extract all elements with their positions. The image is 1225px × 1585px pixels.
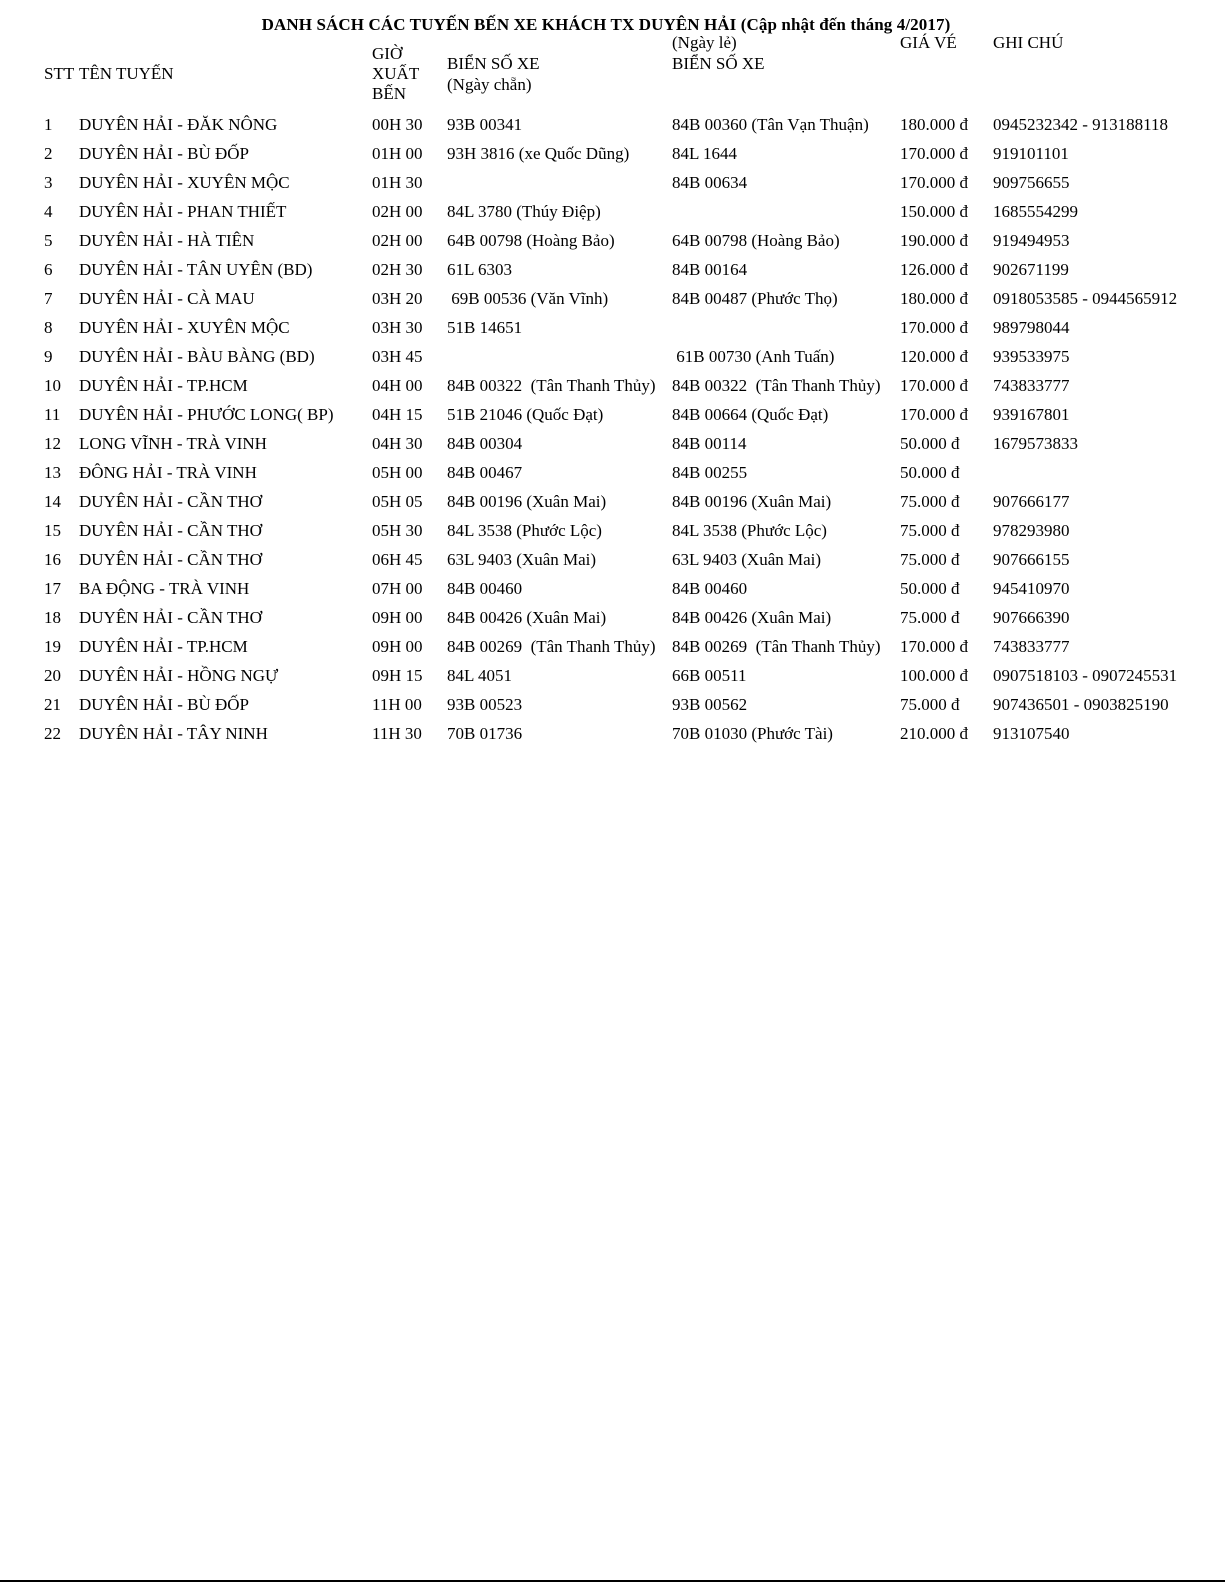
row-odd-plate: 84B 00322 (Tân Thanh Thủy): [672, 376, 881, 395]
row-price: 75.000 đ: [900, 492, 960, 511]
row-time: 11H 30: [372, 724, 422, 743]
row-even-plate: 63L 9403 (Xuân Mai): [447, 550, 597, 569]
row-price: 170.000 đ: [900, 173, 968, 192]
row-odd-plate: 84B 00426 (Xuân Mai): [672, 608, 832, 627]
row-even-plate: 61L 6303: [447, 260, 513, 279]
row-stt: 3: [44, 173, 53, 192]
row-contact: 0907518103 - 0907245531: [993, 666, 1178, 685]
row-time: 05H 30: [372, 521, 423, 540]
row-even-plate: 64B 00798 (Hoàng Bảo): [447, 231, 615, 250]
row-stt: 4: [44, 202, 53, 221]
row-time: 09H 15: [372, 666, 423, 685]
row-contact: 989798044: [993, 318, 1070, 337]
row-contact: 0945232342 - 913188118: [993, 115, 1169, 134]
row-contact: 743833777: [993, 637, 1070, 656]
row-time: 06H 45: [372, 550, 423, 569]
row-price: 120.000 đ: [900, 347, 968, 366]
row-stt: 7: [44, 289, 53, 308]
row-even-plate: 93H 3816 (xe Quốc Dũng): [447, 144, 630, 163]
row-price: 50.000 đ: [900, 463, 960, 482]
row-even-plate: 70B 01736: [447, 724, 523, 743]
page-bottom-rule: [0, 1580, 1225, 1582]
row-odd-plate: 66B 00511: [672, 666, 747, 685]
row-even-plate: 84B 00322 (Tân Thanh Thủy): [447, 376, 656, 395]
row-stt: 17: [44, 579, 61, 598]
row-time: 07H 00: [372, 579, 423, 598]
row-contact: 939167801: [993, 405, 1070, 424]
row-even-plate: 84B 00467: [447, 463, 523, 482]
row-time: 00H 30: [372, 115, 423, 134]
row-time: 02H 30: [372, 260, 423, 279]
row-price: 75.000 đ: [900, 550, 960, 569]
header-route: TÊN TUYẾN: [79, 64, 174, 83]
row-stt: 20: [44, 666, 61, 685]
row-route: DUYÊN HẢI - TP.HCM: [79, 376, 248, 395]
row-time: 05H 00: [372, 463, 423, 482]
row-contact: 919494953: [993, 231, 1070, 250]
row-route: BA ĐỘNG - TRÀ VINH: [79, 579, 250, 598]
row-route: DUYÊN HẢI - HÀ TIÊN: [79, 231, 255, 250]
row-contact: 913107540: [993, 724, 1070, 743]
row-time: 02H 00: [372, 202, 423, 221]
row-price: 50.000 đ: [900, 579, 960, 598]
header-stt: STT: [44, 64, 75, 83]
row-route: DUYÊN HẢI - TP.HCM: [79, 637, 248, 656]
row-stt: 11: [44, 405, 61, 424]
header-even-note: (Ngày chẵn): [447, 75, 532, 94]
row-even-plate: 51B 21046 (Quốc Đạt): [447, 405, 604, 424]
row-time: 11H 00: [372, 695, 422, 714]
row-odd-plate: 84B 00460: [672, 579, 748, 598]
row-route: DUYÊN HẢI - CẦN THƠ: [79, 492, 262, 511]
row-even-plate: 84B 00460: [447, 579, 523, 598]
row-stt: 14: [44, 492, 61, 511]
header-time-line2: XUẤT: [372, 64, 420, 83]
row-contact: 919101101: [993, 144, 1069, 163]
row-route: DUYÊN HẢI - BÀU BÀNG (BD): [79, 347, 315, 366]
row-even-plate: 51B 14651: [447, 318, 523, 337]
row-odd-plate: 64B 00798 (Hoàng Bảo): [672, 231, 840, 250]
row-price: 190.000 đ: [900, 231, 968, 250]
header-time-line1: GIỜ: [372, 44, 403, 63]
row-contact: 978293980: [993, 521, 1070, 540]
row-stt: 15: [44, 521, 61, 540]
row-stt: 12: [44, 434, 61, 453]
row-route: DUYÊN HẢI - PHAN THIẾT: [79, 202, 287, 221]
row-time: 03H 45: [372, 347, 423, 366]
row-route: DUYÊN HẢI - TÂY NINH: [79, 724, 268, 743]
row-price: 75.000 đ: [900, 695, 960, 714]
header-time-line3: BẾN: [372, 84, 406, 103]
row-contact: 907666155: [993, 550, 1070, 569]
row-contact: 907666177: [993, 492, 1070, 511]
row-stt: 2: [44, 144, 53, 163]
row-time: 01H 00: [372, 144, 423, 163]
row-price: 180.000 đ: [900, 115, 968, 134]
row-price: 170.000 đ: [900, 405, 968, 424]
row-price: 170.000 đ: [900, 144, 968, 163]
row-stt: 21: [44, 695, 61, 714]
row-contact: 1679573833: [993, 434, 1078, 453]
row-price: 170.000 đ: [900, 637, 968, 656]
row-stt: 1: [44, 115, 53, 134]
row-stt: 8: [44, 318, 53, 337]
row-stt: 16: [44, 550, 61, 569]
row-price: 210.000 đ: [900, 724, 968, 743]
header-price: GIÁ VÉ: [900, 33, 957, 52]
row-contact: 0918053585 - 0944565912: [993, 289, 1178, 308]
header-even-plate: BIỂN SỐ XE: [447, 54, 540, 73]
row-time: 02H 00: [372, 231, 423, 250]
row-odd-plate: 84B 00255: [672, 463, 748, 482]
row-odd-plate: 84B 00196 (Xuân Mai): [672, 492, 832, 511]
row-price: 180.000 đ: [900, 289, 968, 308]
row-route: ĐÔNG HẢI - TRÀ VINH: [79, 463, 257, 482]
row-stt: 18: [44, 608, 61, 627]
row-time: 03H 30: [372, 318, 423, 337]
row-route: DUYÊN HẢI - BÙ ĐỐP: [79, 695, 249, 714]
row-odd-plate: 63L 9403 (Xuân Mai): [672, 550, 822, 569]
row-time: 09H 00: [372, 637, 423, 656]
header-odd-note: (Ngày lẻ): [672, 33, 737, 52]
row-stt: 19: [44, 637, 61, 656]
row-odd-plate: 84B 00487 (Phước Thọ): [672, 289, 838, 308]
row-odd-plate: 84L 3538 (Phước Lộc): [672, 521, 827, 540]
row-stt: 5: [44, 231, 53, 250]
row-route: DUYÊN HẢI - CẦN THƠ: [79, 608, 262, 627]
row-even-plate: 84B 00269 (Tân Thanh Thủy): [447, 637, 656, 656]
row-route: DUYÊN HẢI - XUYÊN MỘC: [79, 318, 290, 337]
row-route: DUYÊN HẢI - CÀ MAU: [79, 289, 255, 308]
row-odd-plate: 84B 00634: [672, 173, 748, 192]
row-contact: 939533975: [993, 347, 1070, 366]
header-odd-plate: BIỂN SỐ XE: [672, 54, 765, 73]
row-contact: 1685554299: [993, 202, 1078, 221]
header-contact: GHI CHÚ: [993, 33, 1064, 52]
row-even-plate: 84B 00304: [447, 434, 523, 453]
row-time: 05H 05: [372, 492, 423, 511]
row-time: 04H 00: [372, 376, 423, 395]
row-even-plate: 84B 00196 (Xuân Mai): [447, 492, 607, 511]
row-price: 150.000 đ: [900, 202, 968, 221]
row-odd-plate: 84B 00164: [672, 260, 748, 279]
row-price: 170.000 đ: [900, 376, 968, 395]
row-price: 126.000 đ: [900, 260, 968, 279]
row-even-plate: 93B 00523: [447, 695, 523, 714]
row-price: 50.000 đ: [900, 434, 960, 453]
row-even-plate: 84L 3538 (Phước Lộc): [447, 521, 602, 540]
row-route: DUYÊN HẢI - BÙ ĐỐP: [79, 144, 249, 163]
row-even-plate: 84B 00426 (Xuân Mai): [447, 608, 607, 627]
row-time: 04H 15: [372, 405, 423, 424]
document-title: DANH SÁCH CÁC TUYẾN BẾN XE KHÁCH TX DUYÊN HẢI (Cập nhật đến tháng 4/2017): [261, 15, 951, 34]
row-odd-plate: 84B 00269 (Tân Thanh Thủy): [672, 637, 881, 656]
row-odd-plate: 84B 00114: [672, 434, 747, 453]
row-even-plate: 84L 3780 (Thúy Điệp): [447, 202, 601, 221]
row-price: 170.000 đ: [900, 318, 968, 337]
row-time: 09H 00: [372, 608, 423, 627]
row-stt: 6: [44, 260, 53, 279]
row-contact: 909756655: [993, 173, 1070, 192]
row-route: DUYÊN HẢI - CẦN THƠ: [79, 550, 262, 569]
row-route: LONG VĨNH - TRÀ VINH: [79, 434, 267, 453]
row-price: 75.000 đ: [900, 521, 960, 540]
row-time: 01H 30: [372, 173, 423, 192]
row-contact: 945410970: [993, 579, 1070, 598]
row-price: 75.000 đ: [900, 608, 960, 627]
row-contact: 743833777: [993, 376, 1070, 395]
row-stt: 13: [44, 463, 61, 482]
row-odd-plate: 84B 00664 (Quốc Đạt): [672, 405, 829, 424]
row-odd-plate: 84L 1644: [672, 144, 738, 163]
row-route: DUYÊN HẢI - CẦN THƠ: [79, 521, 262, 540]
row-contact: 902671199: [993, 260, 1069, 279]
row-time: 03H 20: [372, 289, 423, 308]
row-even-plate: 84L 4051: [447, 666, 513, 685]
row-route: DUYÊN HẢI - TÂN UYÊN (BD): [79, 260, 313, 279]
row-even-plate: 69B 00536 (Văn Vĩnh): [447, 289, 609, 308]
row-route: DUYÊN HẢI - XUYÊN MỘC: [79, 173, 290, 192]
row-route: DUYÊN HẢI - HỒNG NGỰ: [79, 666, 279, 685]
row-odd-plate: 84B 00360 (Tân Vạn Thuận): [672, 115, 869, 134]
row-contact: 907436501 - 0903825190: [993, 695, 1169, 714]
row-odd-plate: 61B 00730 (Anh Tuấn): [672, 347, 835, 366]
row-stt: 10: [44, 376, 61, 395]
row-stt: 22: [44, 724, 61, 743]
row-price: 100.000 đ: [900, 666, 968, 685]
row-even-plate: 93B 00341: [447, 115, 523, 134]
row-contact: 907666390: [993, 608, 1070, 627]
row-route: DUYÊN HẢI - ĐĂK NÔNG: [79, 115, 278, 134]
row-stt: 9: [44, 347, 53, 366]
row-time: 04H 30: [372, 434, 423, 453]
row-route: DUYÊN HẢI - PHƯỚC LONG( BP): [79, 405, 334, 424]
row-odd-plate: 93B 00562: [672, 695, 748, 714]
row-odd-plate: 70B 01030 (Phước Tài): [672, 724, 833, 743]
